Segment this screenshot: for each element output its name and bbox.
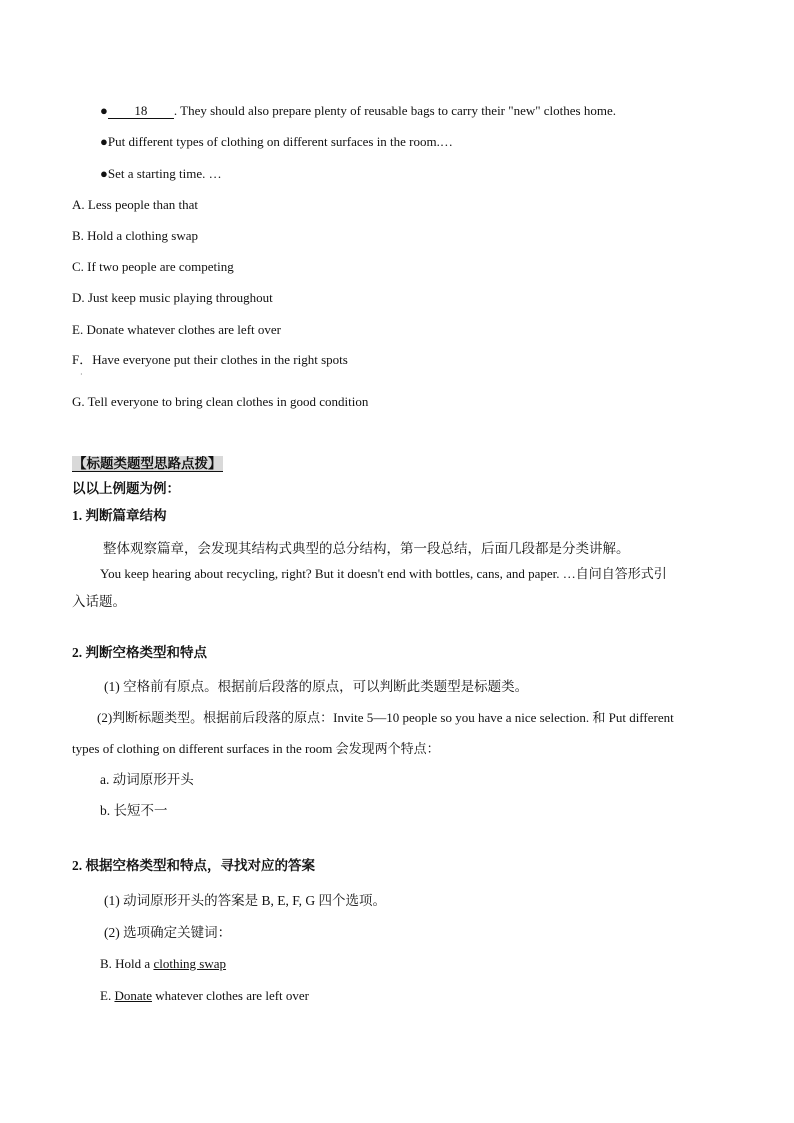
feature-a: a. 动词原形开头 <box>100 772 194 787</box>
option-d: D. Just keep music playing throughout <box>72 290 273 305</box>
bullet-mark: ● <box>100 103 108 118</box>
option-a: A. Less people than that <box>72 197 198 212</box>
paragraph-answers-2: (2) 选项确定关键词： <box>104 925 232 940</box>
paragraph-point-2-line2: types of clothing on different surfaces in the room 会发现两个特点： <box>72 741 440 756</box>
option-f: F．Have everyone put their clothes in the right spots <box>72 352 348 367</box>
option-c: C. If two people are competing <box>72 259 234 274</box>
heading-blank-type: 2. 判断空格类型和特点 <box>72 645 207 660</box>
section-title <box>72 456 223 472</box>
bullet-line-surfaces: ●Put different types of clothing on different surfaces in the room.… <box>100 134 453 149</box>
paragraph-example-line2: 入话题。 <box>72 594 126 609</box>
blank-18: 18 <box>108 104 174 119</box>
option-g: G. Tell everyone to bring clean clothes in good condition <box>72 394 369 409</box>
answer-b-keyword: clothing swap <box>153 956 227 971</box>
bullet-line-18 <box>100 103 616 119</box>
option-f-mark: · <box>80 370 83 379</box>
bullet-line-starting-time: ●Set a starting time. … <box>100 166 222 181</box>
answer-e <box>100 988 309 1004</box>
section-intro: 以以上例题为例： <box>72 481 180 496</box>
bullet-text: . They should also prepare plenty of reusable bags to carry their "new" clothes home. <box>173 103 616 118</box>
section-title-label: 【标题类题型思路点拨】 <box>73 456 222 471</box>
paragraph-point-2-line1: (2)判断标题类型。根据前后段落的原点：Invite 5—10 people so you have a nice selection. 和 Put different <box>97 710 674 725</box>
paragraph-answers-1: (1) 动词原形开头的答案是 B, E, F, G 四个选项。 <box>104 893 387 908</box>
answer-b-prefix: B. Hold a <box>100 956 154 971</box>
feature-b: b. 长短不一 <box>100 803 168 818</box>
answer-e-keyword: Donate <box>114 988 152 1003</box>
answer-e-suffix: whatever clothes are left over <box>152 988 310 1003</box>
option-b: B. Hold a clothing swap <box>72 228 199 243</box>
paragraph-example-line1: You keep hearing about recycling, right? But it doesn't end with bottles, cans, and paper. …自问自答形式引 <box>100 566 667 581</box>
heading-structure: 1. 判断篇章结构 <box>72 508 167 523</box>
answer-b <box>100 956 226 972</box>
option-e: E. Donate whatever clothes are left over <box>72 322 281 337</box>
paragraph-point-1: (1) 空格前有原点。根据前后段落的原点，可以判断此类题型是标题类。 <box>104 679 529 694</box>
heading-find-answers: 2. 根据空格类型和特点，寻找对应的答案 <box>72 858 315 873</box>
answer-e-prefix: E. <box>100 988 115 1003</box>
paragraph-structure: 整体观察篇章，会发现其结构式典型的总分结构，第一段总结，后面几段都是分类讲解。 <box>103 541 630 556</box>
